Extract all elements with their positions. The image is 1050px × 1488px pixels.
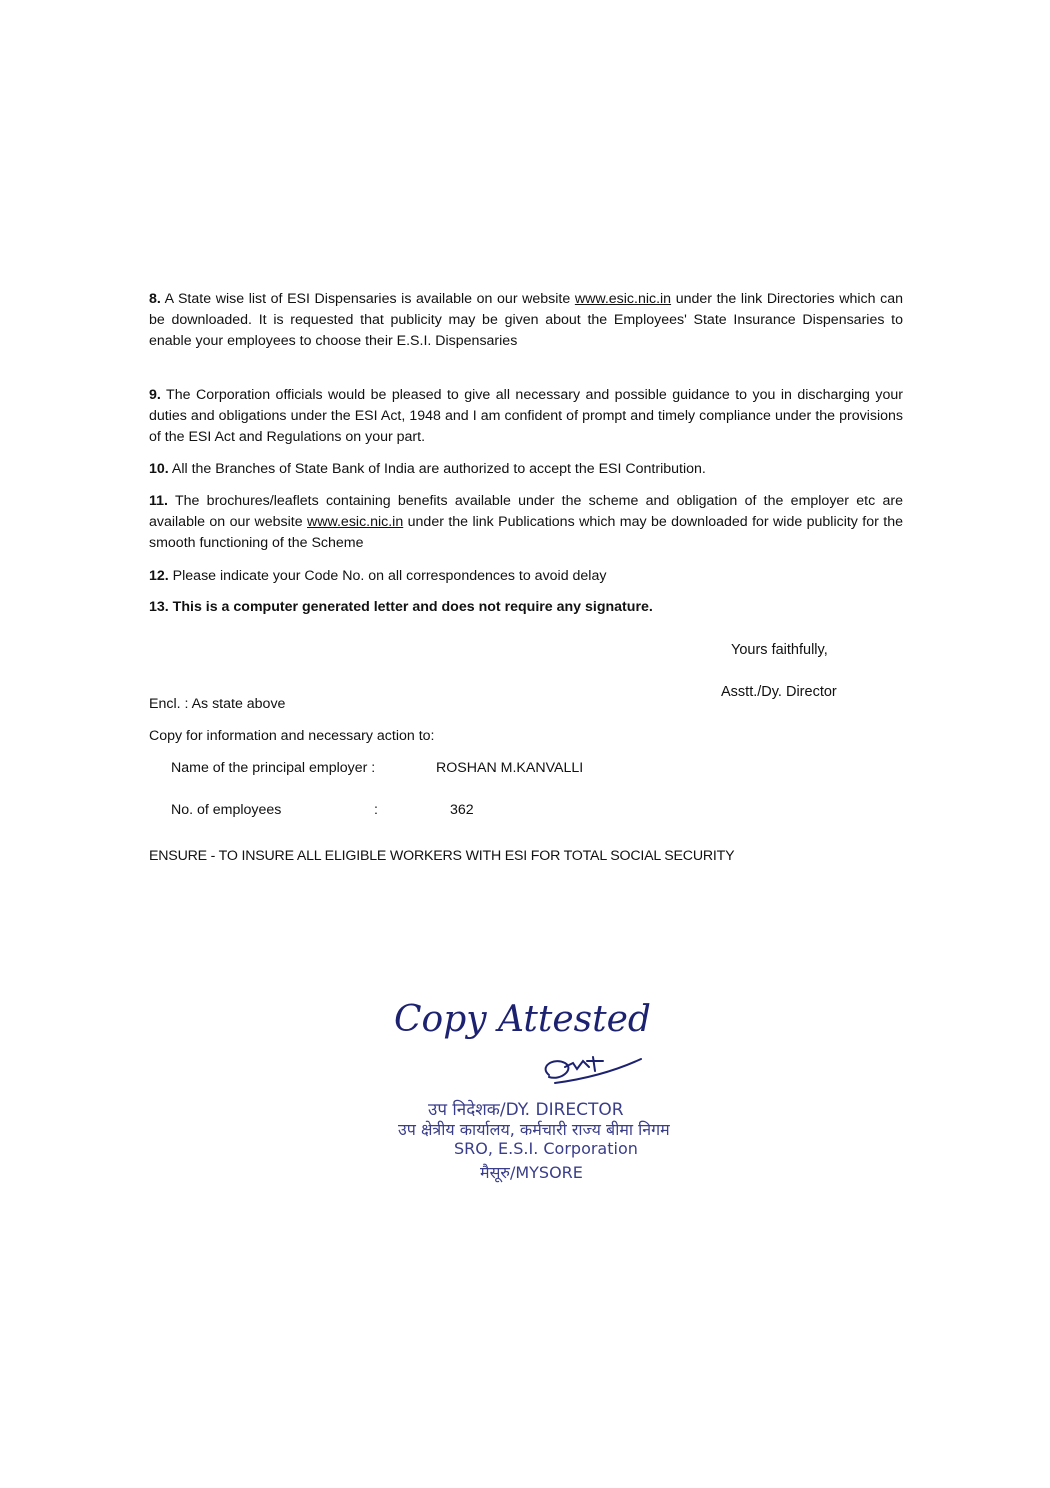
paragraph-text: under the link Directories which can be downloaded. It is requested that publicity may be given about the Employees' State Insurance Dispensaries to enable your employees to choose their E.S.I. Dispensaries <box>149 291 903 349</box>
closing-designation: Asstt./Dy. Director <box>721 684 837 700</box>
website-link[interactable]: www.esic.nic.in <box>307 514 404 530</box>
paragraph-8 <box>149 289 903 352</box>
closing-salutation: Yours faithfully, <box>731 642 828 658</box>
paragraph-number: 12. <box>149 568 169 584</box>
paragraph-number: 13. <box>149 599 169 615</box>
paragraph-text: Please indicate your Code No. on all correspondences to avoid delay <box>168 568 607 584</box>
slogan: ENSURE - TO INSURE ALL ELIGIBLE WORKERS WITH ESI FOR TOTAL SOCIAL SECURITY <box>149 848 735 864</box>
stamp-line-city: मैसूरु/MYSORE <box>480 1163 583 1182</box>
handwritten-note: Copy Attested <box>394 999 651 1040</box>
paragraph-text: This is a computer generated letter and does not require any signature. <box>168 599 653 615</box>
employees-colon: : <box>374 802 378 818</box>
paragraph-number: 9. <box>149 387 161 403</box>
paragraph-number: 8. <box>149 291 161 307</box>
enclosure-line: Encl. : As state above <box>149 696 286 712</box>
paragraph-number: 11. <box>149 493 168 509</box>
paragraph-number: 10. <box>149 461 169 477</box>
stamp-line-designation: उप निदेशक/DY. DIRECTOR <box>428 1100 624 1120</box>
paragraph-text: under the link Publications which may be downloaded for wide publicity for the smooth functioning of the Scheme <box>149 514 903 551</box>
paragraph-13 <box>149 597 903 618</box>
employer-label: Name of the principal employer : <box>171 760 376 776</box>
stamp-line-office: उप क्षेत्रीय कार्यालय, कर्मचारी राज्य बीमा निगम <box>398 1120 670 1139</box>
paragraph-text: The brochures/leaflets containing benefits available under the scheme and obligation of the employer etc are available on our website <box>149 493 903 530</box>
paragraph-11 <box>149 491 903 554</box>
paragraph-9 <box>149 385 903 448</box>
website-link[interactable]: www.esic.nic.in <box>574 291 672 307</box>
paragraph-12 <box>149 566 903 587</box>
stamp-line-corporation: SRO, E.S.I. Corporation <box>454 1139 638 1158</box>
paragraph-10 <box>149 459 903 480</box>
paragraph-text: The Corporation officials would be pleased to give all necessary and possible guidance to you in discharging your duties and obligations under the ESI Act, 1948 and I am confident of prompt and timely compliance under the provisions of the ESI Act and Regulations on your part. <box>149 387 903 445</box>
paragraph-text: All the Branches of State Bank of India are authorized to accept the ESI Contribution. <box>168 461 706 477</box>
employer-value: ROSHAN M.KANVALLI <box>436 760 584 776</box>
employees-label: No. of employees <box>171 802 282 818</box>
paragraph-text: A State wise list of ESI Dispensaries is available on our website <box>160 291 575 307</box>
signature-icon <box>535 1053 645 1089</box>
copy-line: Copy for information and necessary action to: <box>149 728 435 744</box>
employees-value: 362 <box>450 802 474 818</box>
attestation-block <box>380 985 720 1195</box>
